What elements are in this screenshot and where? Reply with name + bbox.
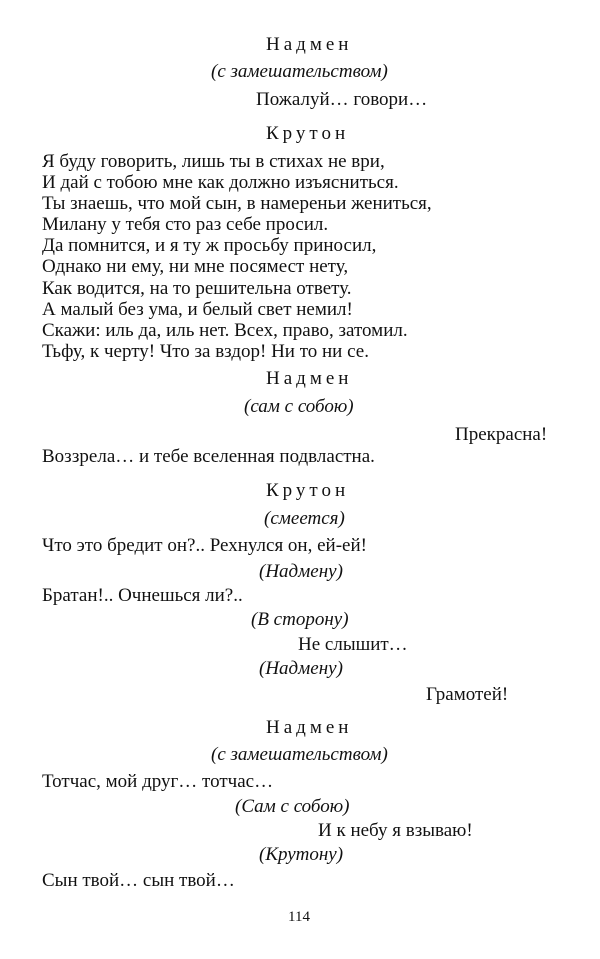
stage-direction: (Сам с собою) (235, 796, 350, 817)
verse-line: Милану у тебя сто раз себе просил. (42, 214, 329, 236)
dialogue-line: Братан!.. Очнешься ли?.. (42, 585, 243, 606)
stage-direction: (с замешательством) (211, 744, 388, 765)
verse-line: Однако ни ему, ни мне посямест нету, (42, 256, 349, 278)
speaker-name: Надмен (266, 34, 353, 55)
speaker-name: Надмен (266, 717, 353, 738)
stage-direction: (В сторону) (251, 609, 349, 630)
dialogue-line: Пожалуй… говори… (256, 89, 428, 110)
stage-direction: (Надмену) (259, 561, 343, 582)
verse-line: А малый без ума, и белый свет немил! (42, 298, 353, 320)
verse-line: Тьфу, к черту! Что за вздор! Ни то ни се. (42, 340, 369, 362)
dialogue-line: Грамотей! (426, 684, 509, 705)
dialogue-line: Воззрела… и тебе вселенная подвластна. (42, 446, 375, 467)
verse-block (42, 151, 432, 362)
stage-direction: (смеется) (264, 508, 345, 529)
dialogue-line: Тотчас, мой друг… тотчас… (42, 771, 274, 792)
dialogue-line: И к небу я взываю! (318, 820, 473, 841)
speaker-name: Крутон (266, 480, 350, 501)
verse-line: И дай с тобою мне как должно изъясниться. (42, 172, 399, 194)
verse-line: Как водится, на то решительна ответу. (42, 277, 352, 299)
verse-line: Ты знаешь, что мой сын, в намереньи жениться, (42, 193, 432, 215)
verse-line: Скажи: иль да, иль нет. Всех, право, затомил. (42, 319, 408, 341)
speaker-name: Надмен (266, 368, 353, 389)
stage-direction: (Крутону) (259, 844, 344, 865)
verse-line: Я буду говорить, лишь ты в стихах не ври, (42, 151, 385, 172)
speaker-name: Крутон (266, 123, 350, 144)
verse-line: Да помнится, и я ту ж просьбу приносил, (42, 235, 377, 257)
stage-direction: (с замешательством) (211, 61, 388, 82)
dialogue-line: Не слышит… (298, 634, 408, 655)
dialogue-line: Что это бредит он?.. Рехнулся он, ей-ей! (42, 535, 367, 556)
dialogue-line: Прекрасна! (455, 424, 548, 445)
stage-direction: (сам с собою) (244, 396, 354, 417)
page-number: 114 (288, 909, 310, 925)
dialogue-line: Сын твой… сын твой… (42, 870, 235, 891)
stage-direction: (Надмену) (259, 658, 343, 679)
